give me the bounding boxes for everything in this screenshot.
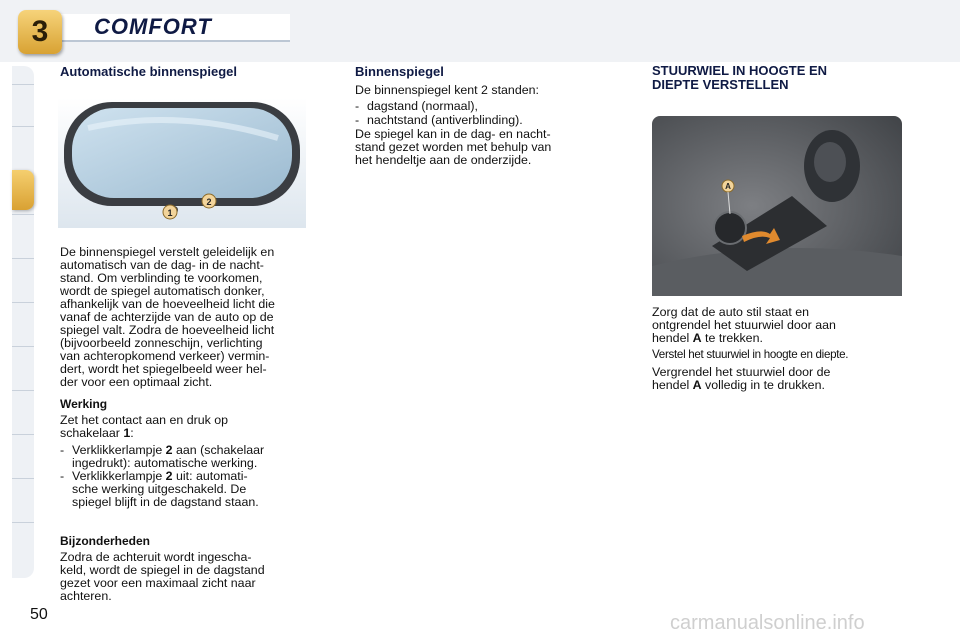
section-heading-steering-wheel: STUURWIEL IN HOOGTE EN DIEPTE VERSTELLEN bbox=[652, 63, 828, 92]
side-tab[interactable] bbox=[12, 214, 34, 253]
werking-item-1: - Verklikkerlampje 2 aan (schakelaar ingedrukt): automatische werking. bbox=[60, 443, 265, 470]
werking-text: Zet het contact aan en druk op schakelaar 1: bbox=[60, 413, 229, 440]
side-tab[interactable] bbox=[12, 522, 34, 561]
werking-heading: Werking bbox=[60, 397, 108, 411]
rearview-mirror-illustration bbox=[58, 98, 306, 228]
chapter-title: COMFORT bbox=[94, 14, 212, 39]
chapter-number-badge: 3 bbox=[18, 10, 62, 54]
watermark: carmanualsonline.info bbox=[670, 612, 865, 634]
steering-unlock-text: Zorg dat de auto stil staat en ontgrendel het stuurwiel door aan hendel A te trekken. bbox=[652, 305, 836, 345]
mirror-label-1: 1 bbox=[167, 208, 173, 218]
bijzonderheden-text: Zodra de achteruit wordt ingescha- keld, wordt de spiegel in de dagstand gezet voor een maximaal zicht naar achteren. bbox=[60, 550, 265, 603]
side-tab[interactable] bbox=[12, 84, 34, 123]
side-tab[interactable] bbox=[12, 126, 34, 165]
side-tab[interactable] bbox=[12, 346, 34, 385]
mirror-position-1: - dagstand (normaal), bbox=[355, 99, 478, 113]
side-tab[interactable] bbox=[12, 258, 34, 297]
mirror-intro: De binnenspiegel kent 2 standen: bbox=[355, 83, 539, 97]
steering-column-illustration bbox=[652, 116, 902, 296]
mirror-lever-text: De spiegel kan in de dag- en nacht- stand gezet worden met behulp van het hendeltje aan de onderzijde. bbox=[355, 127, 552, 167]
steering-lock-text: Vergrendel het stuurwiel door de hendel A volledig in te drukken. bbox=[652, 365, 831, 392]
section-heading-mirror: Binnenspiegel bbox=[355, 64, 444, 79]
mirror-position-2: - nachtstand (antiverblinding). bbox=[355, 113, 523, 127]
side-tab[interactable] bbox=[12, 390, 34, 429]
page-number: 50 bbox=[30, 606, 48, 623]
side-tab-active[interactable] bbox=[12, 170, 34, 210]
bijzonderheden-heading: Bijzonderheden bbox=[60, 534, 151, 548]
werking-item-2: - Verklikkerlampje 2 uit: automati- sche werking uitgeschakeld. De spiegel blijft in de dagstand staan. bbox=[60, 469, 259, 509]
side-tab[interactable] bbox=[12, 478, 34, 517]
side-tab[interactable] bbox=[12, 434, 34, 473]
steering-adjust-text: Verstel het stuurwiel in hoogte en diepte. bbox=[652, 348, 849, 361]
auto-mirror-intro: De binnenspiegel verstelt geleidelijk en automatisch van de dag- in de nacht- stand. Om verblinding te voorkomen, wordt de spiegel automatisch donker, afhankelijk van de hoeveelheid licht die vanaf de achterzijde van de auto op de spiegel valt. Zodra de hoeveelheid licht (bijvoorbeeld zonneschijn, verlichting van achteropkomend verkeer) vermin- dert, wordt het spiegelbeeld weer hel- der voor een optimaal zicht. bbox=[60, 245, 275, 389]
lever-label-a: A bbox=[725, 182, 731, 191]
mirror-label-2: 2 bbox=[206, 197, 212, 207]
section-heading-automatic-mirror: Automatische binnenspiegel bbox=[60, 64, 237, 79]
side-tab[interactable] bbox=[12, 302, 34, 341]
